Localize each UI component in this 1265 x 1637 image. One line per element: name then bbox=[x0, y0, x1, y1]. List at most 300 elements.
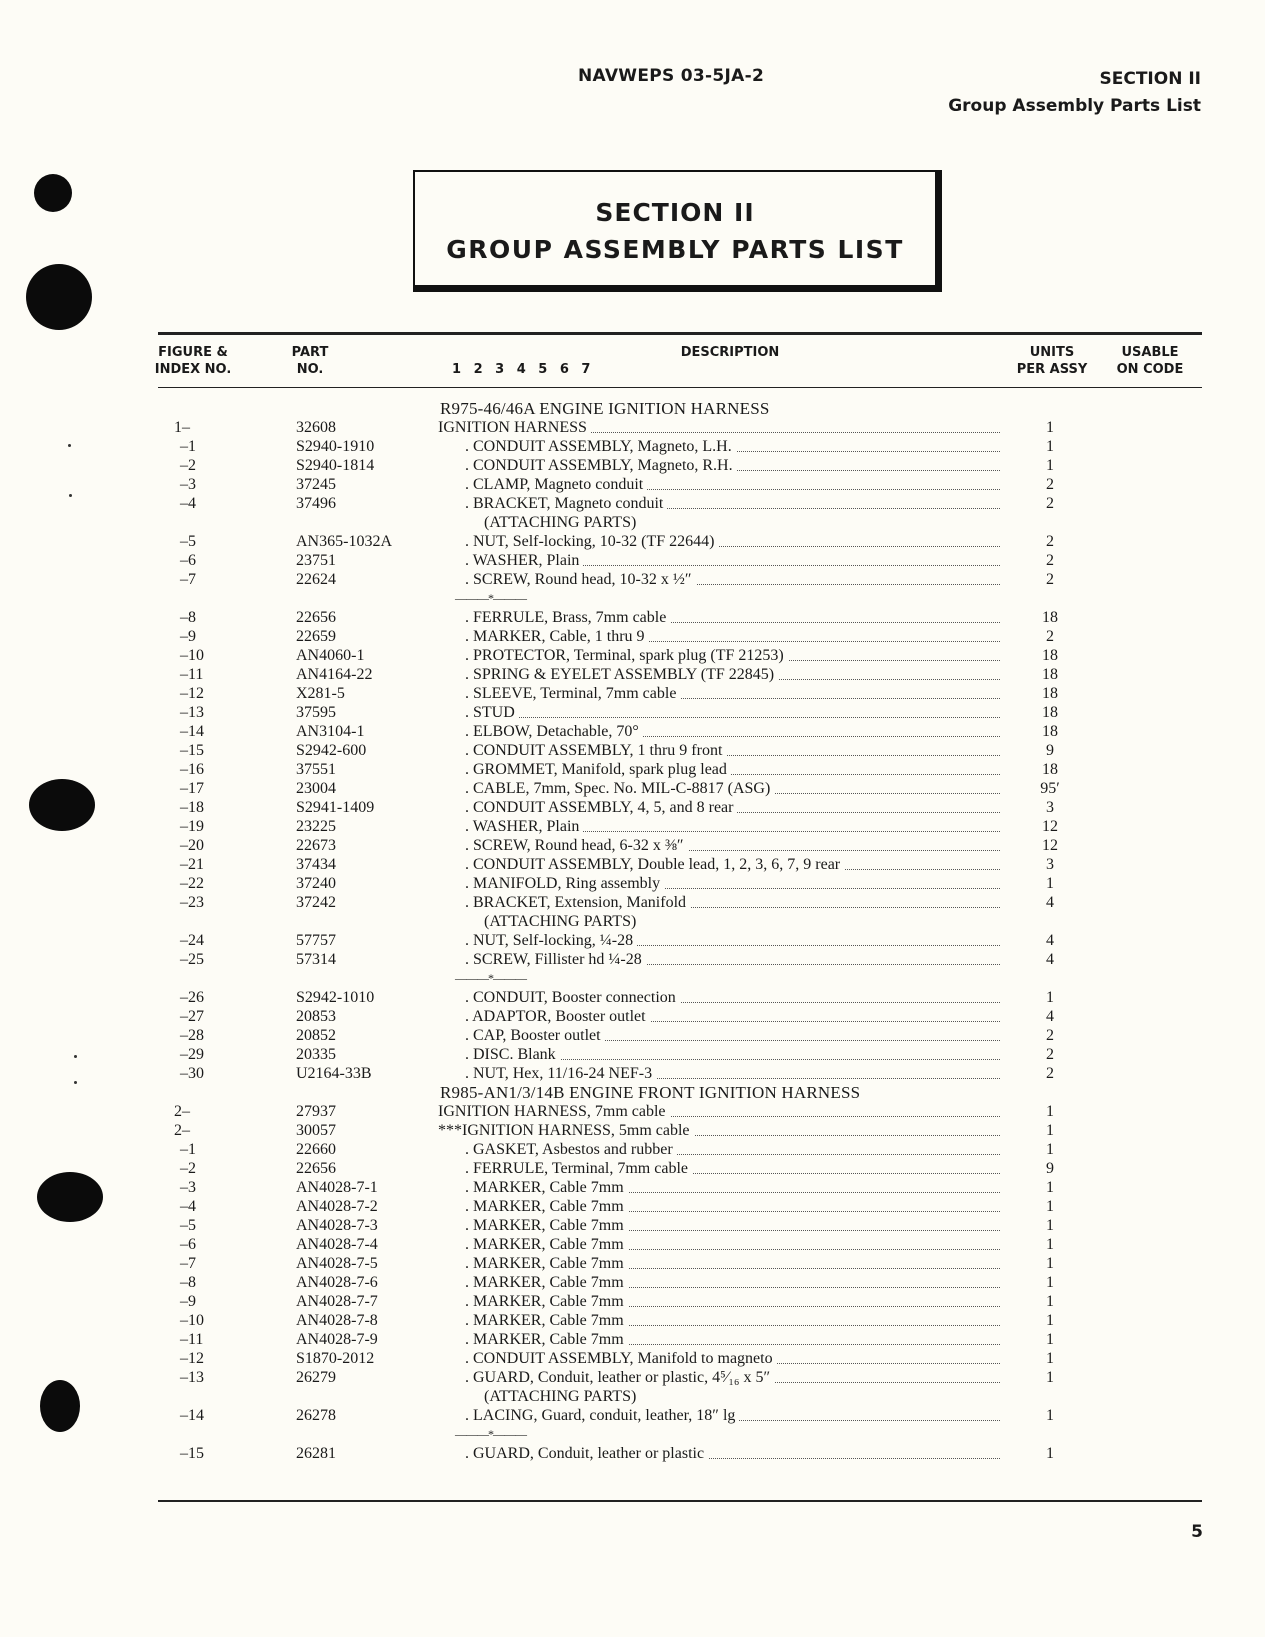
description-text: . CLAMP, Magneto conduit bbox=[465, 476, 647, 493]
units-per-assy-cell: 12 bbox=[1042, 837, 1058, 854]
units-per-assy-cell: 4 bbox=[1046, 932, 1054, 949]
description-cell bbox=[465, 1064, 1000, 1083]
table-row bbox=[0, 950, 1265, 969]
part-number-cell: 26281 bbox=[296, 1445, 336, 1462]
part-number-cell: AN4028-7-9 bbox=[296, 1331, 378, 1348]
description-cell bbox=[465, 1178, 1000, 1197]
units-per-assy-cell: 2 bbox=[1046, 1027, 1054, 1044]
part-number-cell: 20335 bbox=[296, 1046, 336, 1063]
table-row bbox=[0, 1026, 1265, 1045]
figure-index-cell: –13 bbox=[180, 1369, 204, 1386]
running-header bbox=[948, 66, 1201, 120]
table-row bbox=[0, 1330, 1265, 1349]
units-per-assy-cell: 1 bbox=[1046, 1445, 1054, 1462]
part-number-cell: 37551 bbox=[296, 761, 336, 778]
table-row bbox=[0, 494, 1265, 513]
description-text: . DISC. Blank bbox=[465, 1046, 560, 1063]
attaching-parts-text: (ATTACHING PARTS) bbox=[484, 1388, 637, 1405]
description-cell bbox=[465, 1045, 1000, 1064]
units-per-assy-cell: 18 bbox=[1042, 723, 1058, 740]
units-per-assy-cell: 1 bbox=[1046, 1122, 1054, 1139]
description-cell bbox=[465, 1007, 1000, 1026]
description-text: . MARKER, Cable 7mm bbox=[465, 1255, 628, 1272]
units-per-assy-cell: 3 bbox=[1046, 856, 1054, 873]
table-row bbox=[0, 855, 1265, 874]
attaching-parts-label bbox=[0, 513, 1265, 532]
units-per-assy-cell: 1 bbox=[1046, 875, 1054, 892]
part-number-cell: AN3104-1 bbox=[296, 723, 365, 740]
part-number-cell: 22659 bbox=[296, 628, 336, 645]
description-cell bbox=[465, 798, 1000, 817]
description-text: . SCREW, Fillister hd ¼-28 bbox=[465, 951, 646, 968]
part-number-cell: 57757 bbox=[296, 932, 336, 949]
description-cell bbox=[465, 950, 1000, 969]
part-number-cell: 37496 bbox=[296, 495, 336, 512]
table-top-rule bbox=[158, 332, 1202, 335]
units-per-assy-cell: 1 bbox=[1046, 1331, 1054, 1348]
description-cell bbox=[465, 1292, 1000, 1311]
part-number-cell: 22660 bbox=[296, 1141, 336, 1158]
description-cell bbox=[465, 646, 1000, 665]
units-per-assy-cell: 1 bbox=[1046, 438, 1054, 455]
table-row bbox=[0, 988, 1265, 1007]
part-number-cell: AN4028-7-8 bbox=[296, 1312, 378, 1329]
description-cell bbox=[438, 418, 1000, 437]
part-number-cell: AN365-1032A bbox=[296, 533, 392, 550]
description-cell bbox=[465, 779, 1000, 798]
description-text: . CONDUIT ASSEMBLY, Double lead, 1, 2, 3, 6, 7, 9 rear bbox=[465, 856, 844, 873]
figure-index-cell: –18 bbox=[180, 799, 204, 816]
group-title: R975-46/46A ENGINE IGNITION HARNESS bbox=[440, 399, 770, 418]
part-number-cell: AN4028-7-7 bbox=[296, 1293, 378, 1310]
description-text: . CONDUIT ASSEMBLY, Manifold to magneto bbox=[465, 1350, 777, 1367]
units-per-assy-cell: 2 bbox=[1046, 1046, 1054, 1063]
table-row bbox=[0, 1349, 1265, 1368]
col-header-description bbox=[640, 344, 820, 361]
col-header-line: ON CODE bbox=[1116, 362, 1184, 377]
description-cell bbox=[465, 684, 1000, 703]
description-text: . GUARD, Conduit, leather or plastic bbox=[465, 1445, 708, 1462]
description-text: . CONDUIT ASSEMBLY, Magneto, L.H. bbox=[465, 438, 736, 455]
figure-index-cell: –17 bbox=[180, 780, 204, 797]
figure-index-cell: –4 bbox=[180, 1198, 196, 1215]
units-per-assy-cell: 2 bbox=[1046, 533, 1054, 550]
parts-list bbox=[0, 399, 1265, 1463]
units-per-assy-cell: 3 bbox=[1046, 799, 1054, 816]
page-number: 5 bbox=[1191, 1522, 1203, 1542]
figure-index-cell: –13 bbox=[180, 704, 204, 721]
part-number-cell: AN4028-7-6 bbox=[296, 1274, 378, 1291]
col-header-line: USABLE bbox=[1121, 345, 1179, 360]
col-header-line: 1 2 3 4 5 6 7 bbox=[452, 362, 595, 377]
description-cell bbox=[465, 1254, 1000, 1273]
description-cell bbox=[465, 874, 1000, 893]
units-per-assy-cell: 18 bbox=[1042, 647, 1058, 664]
part-number-cell: 32608 bbox=[296, 419, 336, 436]
figure-index-cell: 1– bbox=[174, 419, 190, 436]
figure-index-cell: –6 bbox=[180, 1236, 196, 1253]
part-number-cell: U2164-33B bbox=[296, 1065, 372, 1082]
description-cell bbox=[465, 437, 1000, 456]
description-text: . SPRING & EYELET ASSEMBLY (TF 22845) bbox=[465, 666, 778, 683]
figure-index-cell: –23 bbox=[180, 894, 204, 911]
table-row bbox=[0, 1368, 1265, 1387]
units-per-assy-cell: 1 bbox=[1046, 457, 1054, 474]
title-line-2: GROUP ASSEMBLY PARTS LIST bbox=[446, 235, 904, 264]
description-text: . CONDUIT, Booster connection bbox=[465, 989, 680, 1006]
figure-index-cell: –20 bbox=[180, 837, 204, 854]
section-title-box bbox=[413, 170, 942, 292]
table-row bbox=[0, 1159, 1265, 1178]
figure-index-cell: –26 bbox=[180, 989, 204, 1006]
part-number-cell: S1870-2012 bbox=[296, 1350, 375, 1367]
part-number-cell: 22656 bbox=[296, 1160, 336, 1177]
units-per-assy-cell: 1 bbox=[1046, 1236, 1054, 1253]
description-cell bbox=[465, 817, 1000, 836]
units-per-assy-cell: 4 bbox=[1046, 951, 1054, 968]
table-row bbox=[0, 741, 1265, 760]
section-label: SECTION II bbox=[1099, 69, 1201, 89]
description-cell bbox=[465, 1349, 1000, 1368]
figure-index-cell: –12 bbox=[180, 685, 204, 702]
part-number-cell: AN4028-7-4 bbox=[296, 1236, 378, 1253]
table-row bbox=[0, 437, 1265, 456]
description-cell bbox=[465, 893, 1000, 912]
part-number-cell: 27937 bbox=[296, 1103, 336, 1120]
table-row bbox=[0, 817, 1265, 836]
units-per-assy-cell: 4 bbox=[1046, 1008, 1054, 1025]
col-header-line: DESCRIPTION bbox=[680, 345, 780, 360]
description-cell bbox=[465, 475, 1000, 494]
units-per-assy-cell: 9 bbox=[1046, 1160, 1054, 1177]
binder-hole bbox=[26, 264, 92, 330]
units-per-assy-cell: 18 bbox=[1042, 609, 1058, 626]
figure-index-cell: –30 bbox=[180, 1065, 204, 1082]
table-row bbox=[0, 722, 1265, 741]
units-per-assy-cell: 18 bbox=[1042, 685, 1058, 702]
table-row bbox=[0, 570, 1265, 589]
figure-index-cell: –5 bbox=[180, 533, 196, 550]
table-row bbox=[0, 1444, 1265, 1463]
group-heading bbox=[0, 1083, 1265, 1102]
description-text: . MANIFOLD, Ring assembly bbox=[465, 875, 664, 892]
table-row bbox=[0, 418, 1265, 437]
figure-index-cell: –14 bbox=[180, 723, 204, 740]
part-number-cell: 37434 bbox=[296, 856, 336, 873]
attaching-parts-text: (ATTACHING PARTS) bbox=[484, 913, 637, 930]
description-cell bbox=[465, 703, 1000, 722]
units-per-assy-cell: 2 bbox=[1046, 476, 1054, 493]
units-per-assy-cell: 1 bbox=[1046, 1255, 1054, 1272]
description-cell bbox=[465, 1406, 1000, 1425]
units-per-assy-cell: 1 bbox=[1046, 1141, 1054, 1158]
table-row bbox=[0, 1311, 1265, 1330]
description-text: . WASHER, Plain bbox=[465, 552, 583, 569]
part-number-cell: 22656 bbox=[296, 609, 336, 626]
figure-index-cell: –5 bbox=[180, 1217, 196, 1234]
col-header-line: PER ASSY bbox=[1016, 362, 1088, 377]
part-number-cell: S2941-1409 bbox=[296, 799, 375, 816]
figure-index-cell: –21 bbox=[180, 856, 204, 873]
part-number-cell: S2940-1910 bbox=[296, 438, 375, 455]
table-row bbox=[0, 475, 1265, 494]
table-row bbox=[0, 608, 1265, 627]
part-number-cell: 23751 bbox=[296, 552, 336, 569]
figure-index-cell: –28 bbox=[180, 1027, 204, 1044]
description-text: . LACING, Guard, conduit, leather, 18″ lg bbox=[465, 1407, 739, 1424]
figure-index-cell: –29 bbox=[180, 1046, 204, 1063]
figure-index-cell: –22 bbox=[180, 875, 204, 892]
figure-index-cell: –15 bbox=[180, 1445, 204, 1462]
units-per-assy-cell: 2 bbox=[1046, 495, 1054, 512]
part-number-cell: 22624 bbox=[296, 571, 336, 588]
units-per-assy-cell: 1 bbox=[1046, 1274, 1054, 1291]
units-per-assy-cell: 18 bbox=[1042, 666, 1058, 683]
description-text: . MARKER, Cable 7mm bbox=[465, 1274, 628, 1291]
description-cell bbox=[465, 1140, 1000, 1159]
col-header-line: FIGURE & bbox=[158, 345, 228, 360]
part-number-cell: S2942-600 bbox=[296, 742, 367, 759]
figure-index-cell: –8 bbox=[180, 1274, 196, 1291]
table-row bbox=[0, 1254, 1265, 1273]
part-number-cell: 26278 bbox=[296, 1407, 336, 1424]
figure-index-cell: –7 bbox=[180, 571, 196, 588]
part-number-cell: AN4028-7-5 bbox=[296, 1255, 378, 1272]
figure-index-cell: –11 bbox=[180, 1331, 204, 1348]
figure-index-cell: –19 bbox=[180, 818, 204, 835]
units-per-assy-cell: 12 bbox=[1042, 818, 1058, 835]
description-text: . GUARD, Conduit, leather or plastic, 4⁵⁄₁₆ x 5″ bbox=[465, 1369, 774, 1386]
description-text: . CONDUIT ASSEMBLY, Magneto, R.H. bbox=[465, 457, 737, 474]
units-per-assy-cell: 2 bbox=[1046, 571, 1054, 588]
units-per-assy-cell: 18 bbox=[1042, 761, 1058, 778]
group-title: R985-AN1/3/14B ENGINE FRONT IGNITION HARNESS bbox=[440, 1083, 861, 1102]
table-row bbox=[0, 627, 1265, 646]
figure-index-cell: –15 bbox=[180, 742, 204, 759]
figure-index-cell: –9 bbox=[180, 1293, 196, 1310]
description-text: . MARKER, Cable 7mm bbox=[465, 1331, 628, 1348]
col-header-line: INDEX NO. bbox=[154, 362, 232, 377]
table-row bbox=[0, 931, 1265, 950]
part-number-cell: 20852 bbox=[296, 1027, 336, 1044]
part-number-cell: S2940-1814 bbox=[296, 457, 375, 474]
part-number-cell: AN4164-22 bbox=[296, 666, 373, 683]
description-cell bbox=[465, 1330, 1000, 1349]
part-number-cell: 20853 bbox=[296, 1008, 336, 1025]
table-row bbox=[0, 551, 1265, 570]
col-header-units bbox=[1007, 344, 1097, 378]
col-header-line: PART bbox=[291, 345, 329, 360]
units-per-assy-cell: 95′ bbox=[1040, 780, 1060, 797]
description-cell bbox=[465, 608, 1000, 627]
part-number-cell: 23004 bbox=[296, 780, 336, 797]
units-per-assy-cell: 1 bbox=[1046, 989, 1054, 1006]
table-row bbox=[0, 646, 1265, 665]
units-per-assy-cell: 4 bbox=[1046, 894, 1054, 911]
table-row bbox=[0, 1292, 1265, 1311]
description-text: . PROTECTOR, Terminal, spark plug (TF 21253) bbox=[465, 647, 788, 664]
description-cell bbox=[438, 1102, 1000, 1121]
description-text: . GROMMET, Manifold, spark plug lead bbox=[465, 761, 731, 778]
attaching-parts-label bbox=[0, 1387, 1265, 1406]
description-text: . NUT, Self-locking, 10-32 (TF 22644) bbox=[465, 533, 718, 550]
col-header-line: NO. bbox=[296, 362, 324, 377]
description-cell bbox=[465, 1273, 1000, 1292]
table-row bbox=[0, 1064, 1265, 1083]
description-cell bbox=[465, 741, 1000, 760]
description-text: ***IGNITION HARNESS, 5mm cable bbox=[438, 1122, 694, 1139]
separator-mark: ———*——— bbox=[455, 1427, 526, 1441]
table-row bbox=[0, 1140, 1265, 1159]
figure-index-cell: –6 bbox=[180, 552, 196, 569]
figure-index-cell: –12 bbox=[180, 1350, 204, 1367]
description-cell bbox=[438, 1121, 1000, 1140]
group-heading bbox=[0, 399, 1265, 418]
figure-index-cell: –27 bbox=[180, 1008, 204, 1025]
description-cell bbox=[465, 532, 1000, 551]
description-text: . GASKET, Asbestos and rubber bbox=[465, 1141, 677, 1158]
units-per-assy-cell: 1 bbox=[1046, 1312, 1054, 1329]
attaching-parts-end-separator bbox=[0, 589, 1265, 608]
col-header-indent-levels bbox=[452, 361, 594, 378]
description-text: . BRACKET, Magneto conduit bbox=[465, 495, 667, 512]
description-text: . MARKER, Cable, 1 thru 9 bbox=[465, 628, 649, 645]
description-cell bbox=[465, 627, 1000, 646]
table-row bbox=[0, 1121, 1265, 1140]
figure-index-cell: –24 bbox=[180, 932, 204, 949]
figure-index-cell: –25 bbox=[180, 951, 204, 968]
description-cell bbox=[465, 570, 1000, 589]
description-cell bbox=[465, 1444, 1000, 1463]
attaching-parts-end-separator bbox=[0, 1425, 1265, 1444]
figure-index-cell: –10 bbox=[180, 647, 204, 664]
table-row bbox=[0, 1197, 1265, 1216]
part-number-cell: 22673 bbox=[296, 837, 336, 854]
part-number-cell: 37240 bbox=[296, 875, 336, 892]
description-cell bbox=[465, 1235, 1000, 1254]
part-number-cell: S2942-1010 bbox=[296, 989, 375, 1006]
figure-index-cell: –2 bbox=[180, 457, 196, 474]
units-per-assy-cell: 1 bbox=[1046, 1179, 1054, 1196]
part-number-cell: AN4028-7-2 bbox=[296, 1198, 378, 1215]
description-text: . STUD bbox=[465, 704, 519, 721]
separator-mark: ———*——— bbox=[455, 591, 526, 605]
units-per-assy-cell: 9 bbox=[1046, 742, 1054, 759]
description-text: . BRACKET, Extension, Manifold bbox=[465, 894, 690, 911]
figure-index-cell: –11 bbox=[180, 666, 204, 683]
table-bottom-rule bbox=[158, 1500, 1202, 1502]
description-text: . SCREW, Round head, 6-32 x ⅜″ bbox=[465, 837, 688, 854]
table-row bbox=[0, 1273, 1265, 1292]
description-cell bbox=[465, 551, 1000, 570]
table-row bbox=[0, 798, 1265, 817]
col-header-figure-index bbox=[148, 344, 238, 378]
description-text: . CONDUIT ASSEMBLY, 1 thru 9 front bbox=[465, 742, 726, 759]
description-text: . FERRULE, Brass, 7mm cable bbox=[465, 609, 670, 626]
table-row bbox=[0, 665, 1265, 684]
description-cell bbox=[465, 931, 1000, 950]
description-text: . MARKER, Cable 7mm bbox=[465, 1217, 628, 1234]
table-row bbox=[0, 703, 1265, 722]
table-row bbox=[0, 836, 1265, 855]
table-header-rule bbox=[158, 387, 1202, 388]
table-row bbox=[0, 456, 1265, 475]
description-text: IGNITION HARNESS, 7mm cable bbox=[438, 1103, 670, 1120]
separator-mark: ———*——— bbox=[455, 971, 526, 985]
figure-index-cell: –1 bbox=[180, 1141, 196, 1158]
units-per-assy-cell: 2 bbox=[1046, 552, 1054, 569]
units-per-assy-cell: 1 bbox=[1046, 1407, 1054, 1424]
table-row bbox=[0, 1045, 1265, 1064]
binder-hole bbox=[34, 174, 72, 212]
units-per-assy-cell: 1 bbox=[1046, 419, 1054, 436]
units-per-assy-cell: 1 bbox=[1046, 1103, 1054, 1120]
units-per-assy-cell: 1 bbox=[1046, 1198, 1054, 1215]
figure-index-cell: –3 bbox=[180, 476, 196, 493]
table-row bbox=[0, 893, 1265, 912]
units-per-assy-cell: 18 bbox=[1042, 704, 1058, 721]
description-text: . CABLE, 7mm, Spec. No. MIL-C-8817 (ASG) bbox=[465, 780, 774, 797]
description-text: . MARKER, Cable 7mm bbox=[465, 1312, 628, 1329]
title-line-1: SECTION II bbox=[595, 198, 755, 227]
description-cell bbox=[465, 836, 1000, 855]
table-row bbox=[0, 1007, 1265, 1026]
description-cell bbox=[465, 1197, 1000, 1216]
table-row bbox=[0, 1216, 1265, 1235]
table-row bbox=[0, 874, 1265, 893]
description-cell bbox=[465, 988, 1000, 1007]
units-per-assy-cell: 2 bbox=[1046, 1065, 1054, 1082]
part-number-cell: 57314 bbox=[296, 951, 336, 968]
description-text: . NUT, Self-locking, ¼-28 bbox=[465, 932, 637, 949]
part-number-cell: 30057 bbox=[296, 1122, 336, 1139]
description-text: . CONDUIT ASSEMBLY, 4, 5, and 8 rear bbox=[465, 799, 737, 816]
part-number-cell: 23225 bbox=[296, 818, 336, 835]
description-text: . MARKER, Cable 7mm bbox=[465, 1236, 628, 1253]
table-row bbox=[0, 1178, 1265, 1197]
part-number-cell: 37242 bbox=[296, 894, 336, 911]
figure-index-cell: –7 bbox=[180, 1255, 196, 1272]
table-row bbox=[0, 1235, 1265, 1254]
part-number-cell: AN4028-7-1 bbox=[296, 1179, 378, 1196]
description-text: . SLEEVE, Terminal, 7mm cable bbox=[465, 685, 680, 702]
figure-index-cell: –9 bbox=[180, 628, 196, 645]
document-number: NAVWEPS 03-5JA-2 bbox=[578, 66, 765, 86]
table-row bbox=[0, 779, 1265, 798]
units-per-assy-cell: 1 bbox=[1046, 1293, 1054, 1310]
figure-index-cell: 2– bbox=[174, 1122, 190, 1139]
description-text: . WASHER, Plain bbox=[465, 818, 583, 835]
description-cell bbox=[465, 760, 1000, 779]
figure-index-cell: –14 bbox=[180, 1407, 204, 1424]
figure-index-cell: –4 bbox=[180, 495, 196, 512]
attaching-parts-text: (ATTACHING PARTS) bbox=[484, 514, 637, 531]
table-row bbox=[0, 684, 1265, 703]
description-cell bbox=[465, 1311, 1000, 1330]
description-cell bbox=[465, 494, 1000, 513]
section-title: Group Assembly Parts List bbox=[948, 96, 1201, 116]
description-text: . FERRULE, Terminal, 7mm cable bbox=[465, 1160, 692, 1177]
attaching-parts-label bbox=[0, 912, 1265, 931]
units-per-assy-cell: 1 bbox=[1046, 1217, 1054, 1234]
figure-index-cell: 2– bbox=[174, 1103, 190, 1120]
figure-index-cell: –16 bbox=[180, 761, 204, 778]
part-number-cell: 37245 bbox=[296, 476, 336, 493]
figure-index-cell: –2 bbox=[180, 1160, 196, 1177]
part-number-cell: AN4028-7-3 bbox=[296, 1217, 378, 1234]
part-number-cell: X281-5 bbox=[296, 685, 345, 702]
description-cell bbox=[465, 1216, 1000, 1235]
